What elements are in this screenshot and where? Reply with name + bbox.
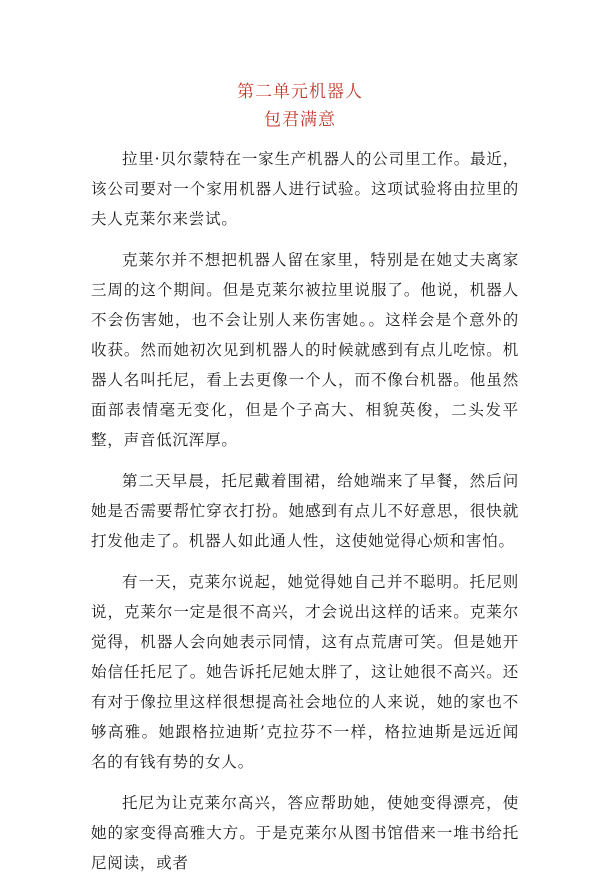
paragraph: 托尼为让克莱尔高兴，答应帮助她，使她变得漂亮，使她的家变得高雅大方。于是克莱尔从图书馆借来一堆书给托尼阅读，或者: [91, 794, 519, 872]
paragraph: 拉里·贝尔蒙特在一家生产机器人的公司里工作。最近，该公司要对一个家用机器人进行试验。这项试验将由拉里的夫人克莱尔来尝试。: [91, 150, 519, 228]
body-text: [91, 144, 519, 889]
paragraph: 有一天，克莱尔说起，她觉得她自己并不聪明。托尼则说，克莱尔一定是很不高兴，才会说出这样的话来。克莱尔觉得，机器人会向她表示同情，这有点荒唐可笑。但是她开始信任托尼了。她告诉托尼她太胖了，这让她很不高兴。还有对于像拉里这样很想提高社会地位的人来说，她的家也不够高雅。她跟格拉迪斯’克拉芬不一样，格拉迪斯是远近闻名的有钱有势的女人。: [91, 573, 519, 771]
page-subtitle: 包君满意: [264, 110, 336, 130]
paragraph: 克莱尔并不想把机器人留在家里，特别是在她丈夫离家三周的这个期间。但是克莱尔被拉里说服了。他说，机器人不会伤害她，也不会让别人来伤害她。。这样会是个意外的收获。然而她初次见到机器人的时候就感到有点儿吃惊。机器人名叫托尼，看上去更像一个人，而不像台机器。他虽然面部表情毫无变化，但是个子高大、相貌英俊，二头发平整，声音低沉浑厚。: [91, 251, 519, 449]
page-title: 第二单元机器人: [237, 82, 363, 102]
paragraph: 第二天早晨，托尼戴着围裙，给她端来了早餐，然后问她是否需要帮忙穿衣打扮。她感到有点儿不好意思，很快就打发他走了。机器人如此通人性，这使她觉得心烦和害怕。: [91, 472, 519, 550]
